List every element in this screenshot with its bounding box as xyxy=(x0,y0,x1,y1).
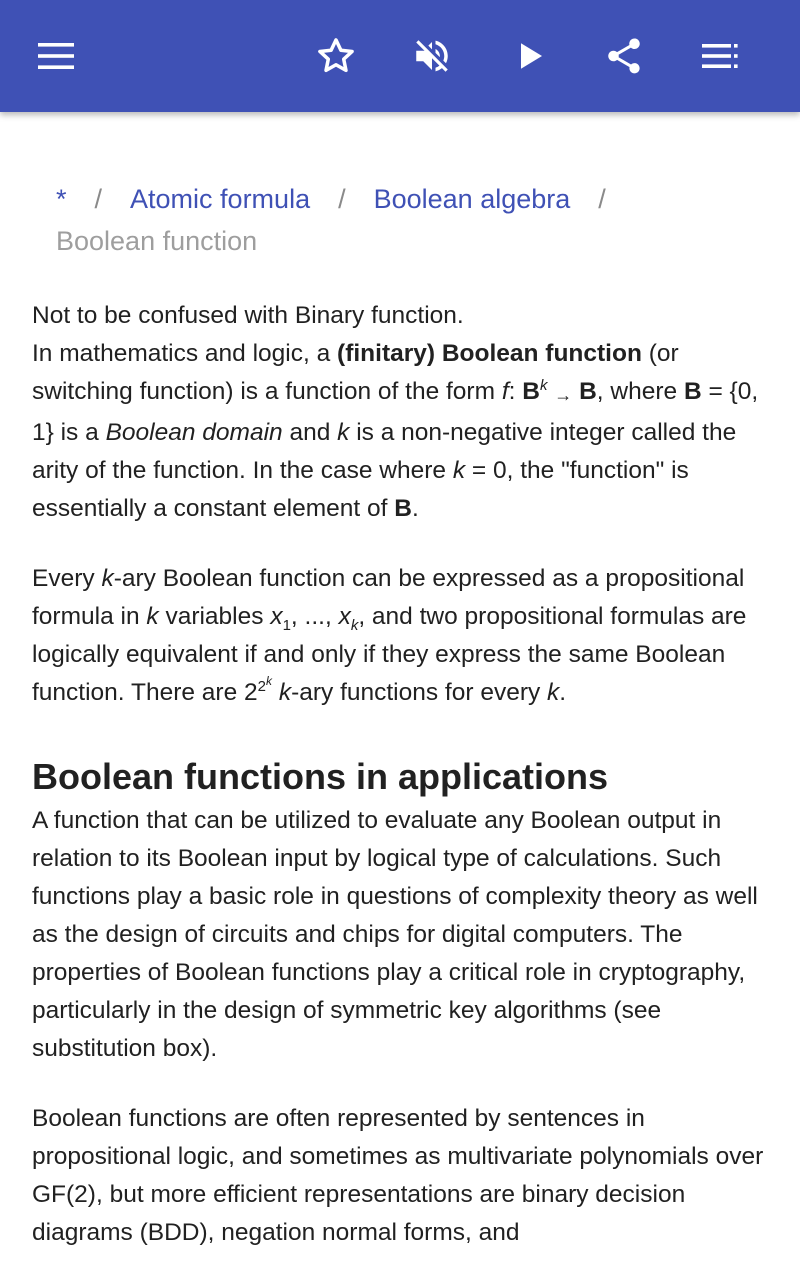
hatnote: Not to be confused with Binary function. xyxy=(32,302,464,329)
table-of-contents-button[interactable] xyxy=(692,28,748,84)
breadcrumb-separator: / xyxy=(598,184,606,214)
menu-button[interactable] xyxy=(28,28,84,84)
star-outline-icon xyxy=(315,35,357,77)
breadcrumb-item-boolean-algebra[interactable]: Boolean algebra xyxy=(373,184,571,214)
playlist-icon xyxy=(700,36,740,76)
share-button[interactable] xyxy=(596,28,652,84)
volume-off-icon xyxy=(411,35,453,77)
breadcrumb xyxy=(56,178,756,262)
app-bar xyxy=(0,0,800,112)
play-icon xyxy=(512,38,548,74)
paragraph-k-ary: Every k-ary Boolean function can be expressed as a propositional formula in k variables $x_1$, ..., $x_k$, and two propositional formulas are logically equivalent if and only if they express the same Boolean function. There are $2^{2^k}$ k-ary functions for every k. xyxy=(32,565,747,706)
breadcrumb-separator: / xyxy=(94,184,103,214)
bookmark-button[interactable] xyxy=(308,28,364,84)
paragraph-representations: Boolean functions are often represented by sentences in propositional logic, and sometimes as multivariate polynomials over GF(2), but more efficient representations are binary decision diagrams (BDD), negation normal forms, and xyxy=(32,1105,764,1246)
breadcrumb-item-atomic-formula[interactable]: Atomic formula xyxy=(130,184,311,214)
article-content xyxy=(32,297,772,1252)
play-button[interactable] xyxy=(502,28,558,84)
mute-button[interactable] xyxy=(404,28,460,84)
menu-icon xyxy=(36,36,76,76)
breadcrumb-current-page: Boolean function xyxy=(56,226,258,256)
share-icon xyxy=(603,35,645,77)
breadcrumb-separator: / xyxy=(338,184,346,214)
paragraph-definition: In mathematics and logic, a (finitary) Boolean function (or switching function) is a function of the form f: $B^k \to B$, where B = {0, 1} is a Boolean domain and k is a non-negative integer called the arity of the function. In the case where k = 0, the "function" is essentially a constant element of B. xyxy=(32,340,759,522)
section-heading-applications: Boolean functions in applications xyxy=(32,756,609,797)
breadcrumb-item-root[interactable]: * xyxy=(56,184,67,214)
paragraph-applications: A function that can be utilized to evaluate any Boolean output in relation to its Boolean input by logical type of calculations. Such functions play a basic role in questions of complexity theory as well as the design of circuits and chips for digital computers. The properties of Boolean functions play a critical role in cryptography, particularly in the design of symmetric key algorithms (see substitution box). xyxy=(32,807,758,1062)
